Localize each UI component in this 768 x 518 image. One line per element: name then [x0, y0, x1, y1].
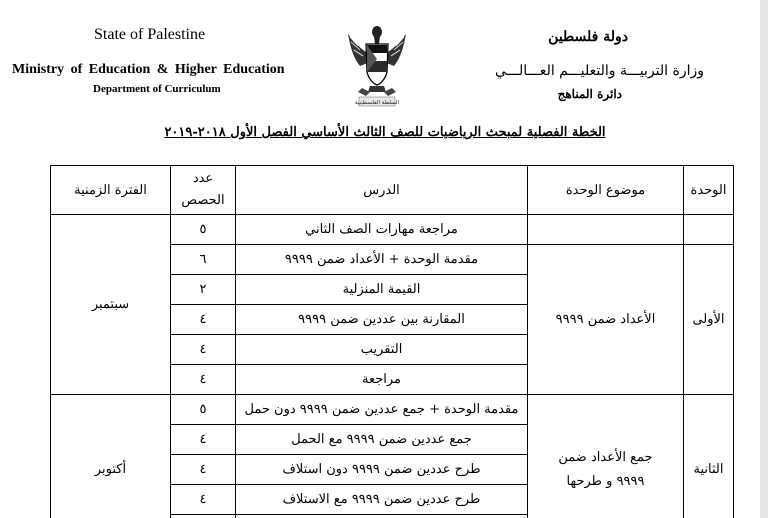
header-count: عدد الحصص: [171, 166, 236, 215]
lesson-cell: جمع عددين ضمن ٩٩٩٩ مع الحمل: [236, 425, 528, 455]
unit-cell-second: الثانية: [684, 395, 734, 518]
arabic-state-name: دولة فلسطين: [548, 29, 628, 45]
count-cell: [171, 515, 236, 518]
unit-cell-first: الأولى: [684, 245, 734, 395]
period-cell-september: سبتمبر: [51, 215, 171, 395]
count-cell: ٤: [171, 305, 236, 335]
palestine-eagle-emblem-icon: [346, 22, 408, 108]
header-lesson: الدرس: [236, 166, 528, 215]
plan-title: الخطة الفصلية لمبحث الرياضيات للصف الثالث الأساسي الفصل الأول ٢٠١٨-٢٠١٩: [164, 125, 606, 140]
lesson-cell: مقدمة الوحدة + الأعداد ضمن ٩٩٩٩: [236, 245, 528, 275]
emblem-banner-text: السلطة الفلسطينية: [354, 100, 400, 106]
count-cell: ٤: [171, 425, 236, 455]
count-cell: ٤: [171, 335, 236, 365]
count-cell: ٢: [171, 275, 236, 305]
header-unit: الوحدة: [684, 166, 734, 215]
count-cell: ٤: [171, 455, 236, 485]
period-cell-october: أكتوبر: [51, 395, 171, 518]
table-row: [51, 215, 734, 245]
lesson-cell: القيمة المنزلية: [236, 275, 528, 305]
lesson-cell: مراجعة مهارات الصف الثاني: [236, 215, 528, 245]
topic-cell-empty: [528, 215, 684, 245]
english-department-name: Department of Curriculum: [93, 83, 221, 95]
count-cell: ٦: [171, 245, 236, 275]
semester-plan-table: [50, 165, 734, 518]
topic-cell-second: جمع الأعداد ضمن ٩٩٩٩ و طرحها: [528, 395, 684, 518]
lesson-cell: طرح عددين ضمن ٩٩٩٩ مع الاستلاف: [236, 485, 528, 515]
lesson-cell: [236, 515, 528, 518]
english-state-name: State of Palestine: [94, 26, 206, 43]
english-ministry-name: Ministry of Education & Higher Education: [12, 62, 285, 77]
header-topic: موضوع الوحدة: [528, 166, 684, 215]
lesson-cell: التقريب: [236, 335, 528, 365]
header-period: الفترة الزمنية: [51, 166, 171, 215]
count-cell: ٤: [171, 485, 236, 515]
count-cell: ٤: [171, 365, 236, 395]
topic-cell-first: الأعداد ضمن ٩٩٩٩: [528, 245, 684, 395]
lesson-cell: المقارنة بين عددين ضمن ٩٩٩٩: [236, 305, 528, 335]
lesson-cell: مقدمة الوحدة + جمع عددين ضمن ٩٩٩٩ دون حمل: [236, 395, 528, 425]
lesson-cell: طرح عددين ضمن ٩٩٩٩ دون استلاف: [236, 455, 528, 485]
arabic-ministry-name: وزارة التربيـــة والتعليـــم العـــالـــي: [495, 63, 704, 79]
count-cell: ٥: [171, 395, 236, 425]
count-cell: ٥: [171, 215, 236, 245]
arabic-department-name: دائرة المناهج: [557, 87, 622, 101]
table-row: [51, 395, 734, 425]
lesson-cell: مراجعة: [236, 365, 528, 395]
table-header-row: [51, 166, 734, 215]
vertical-scrollbar[interactable]: [760, 0, 768, 518]
unit-cell-empty: [684, 215, 734, 245]
